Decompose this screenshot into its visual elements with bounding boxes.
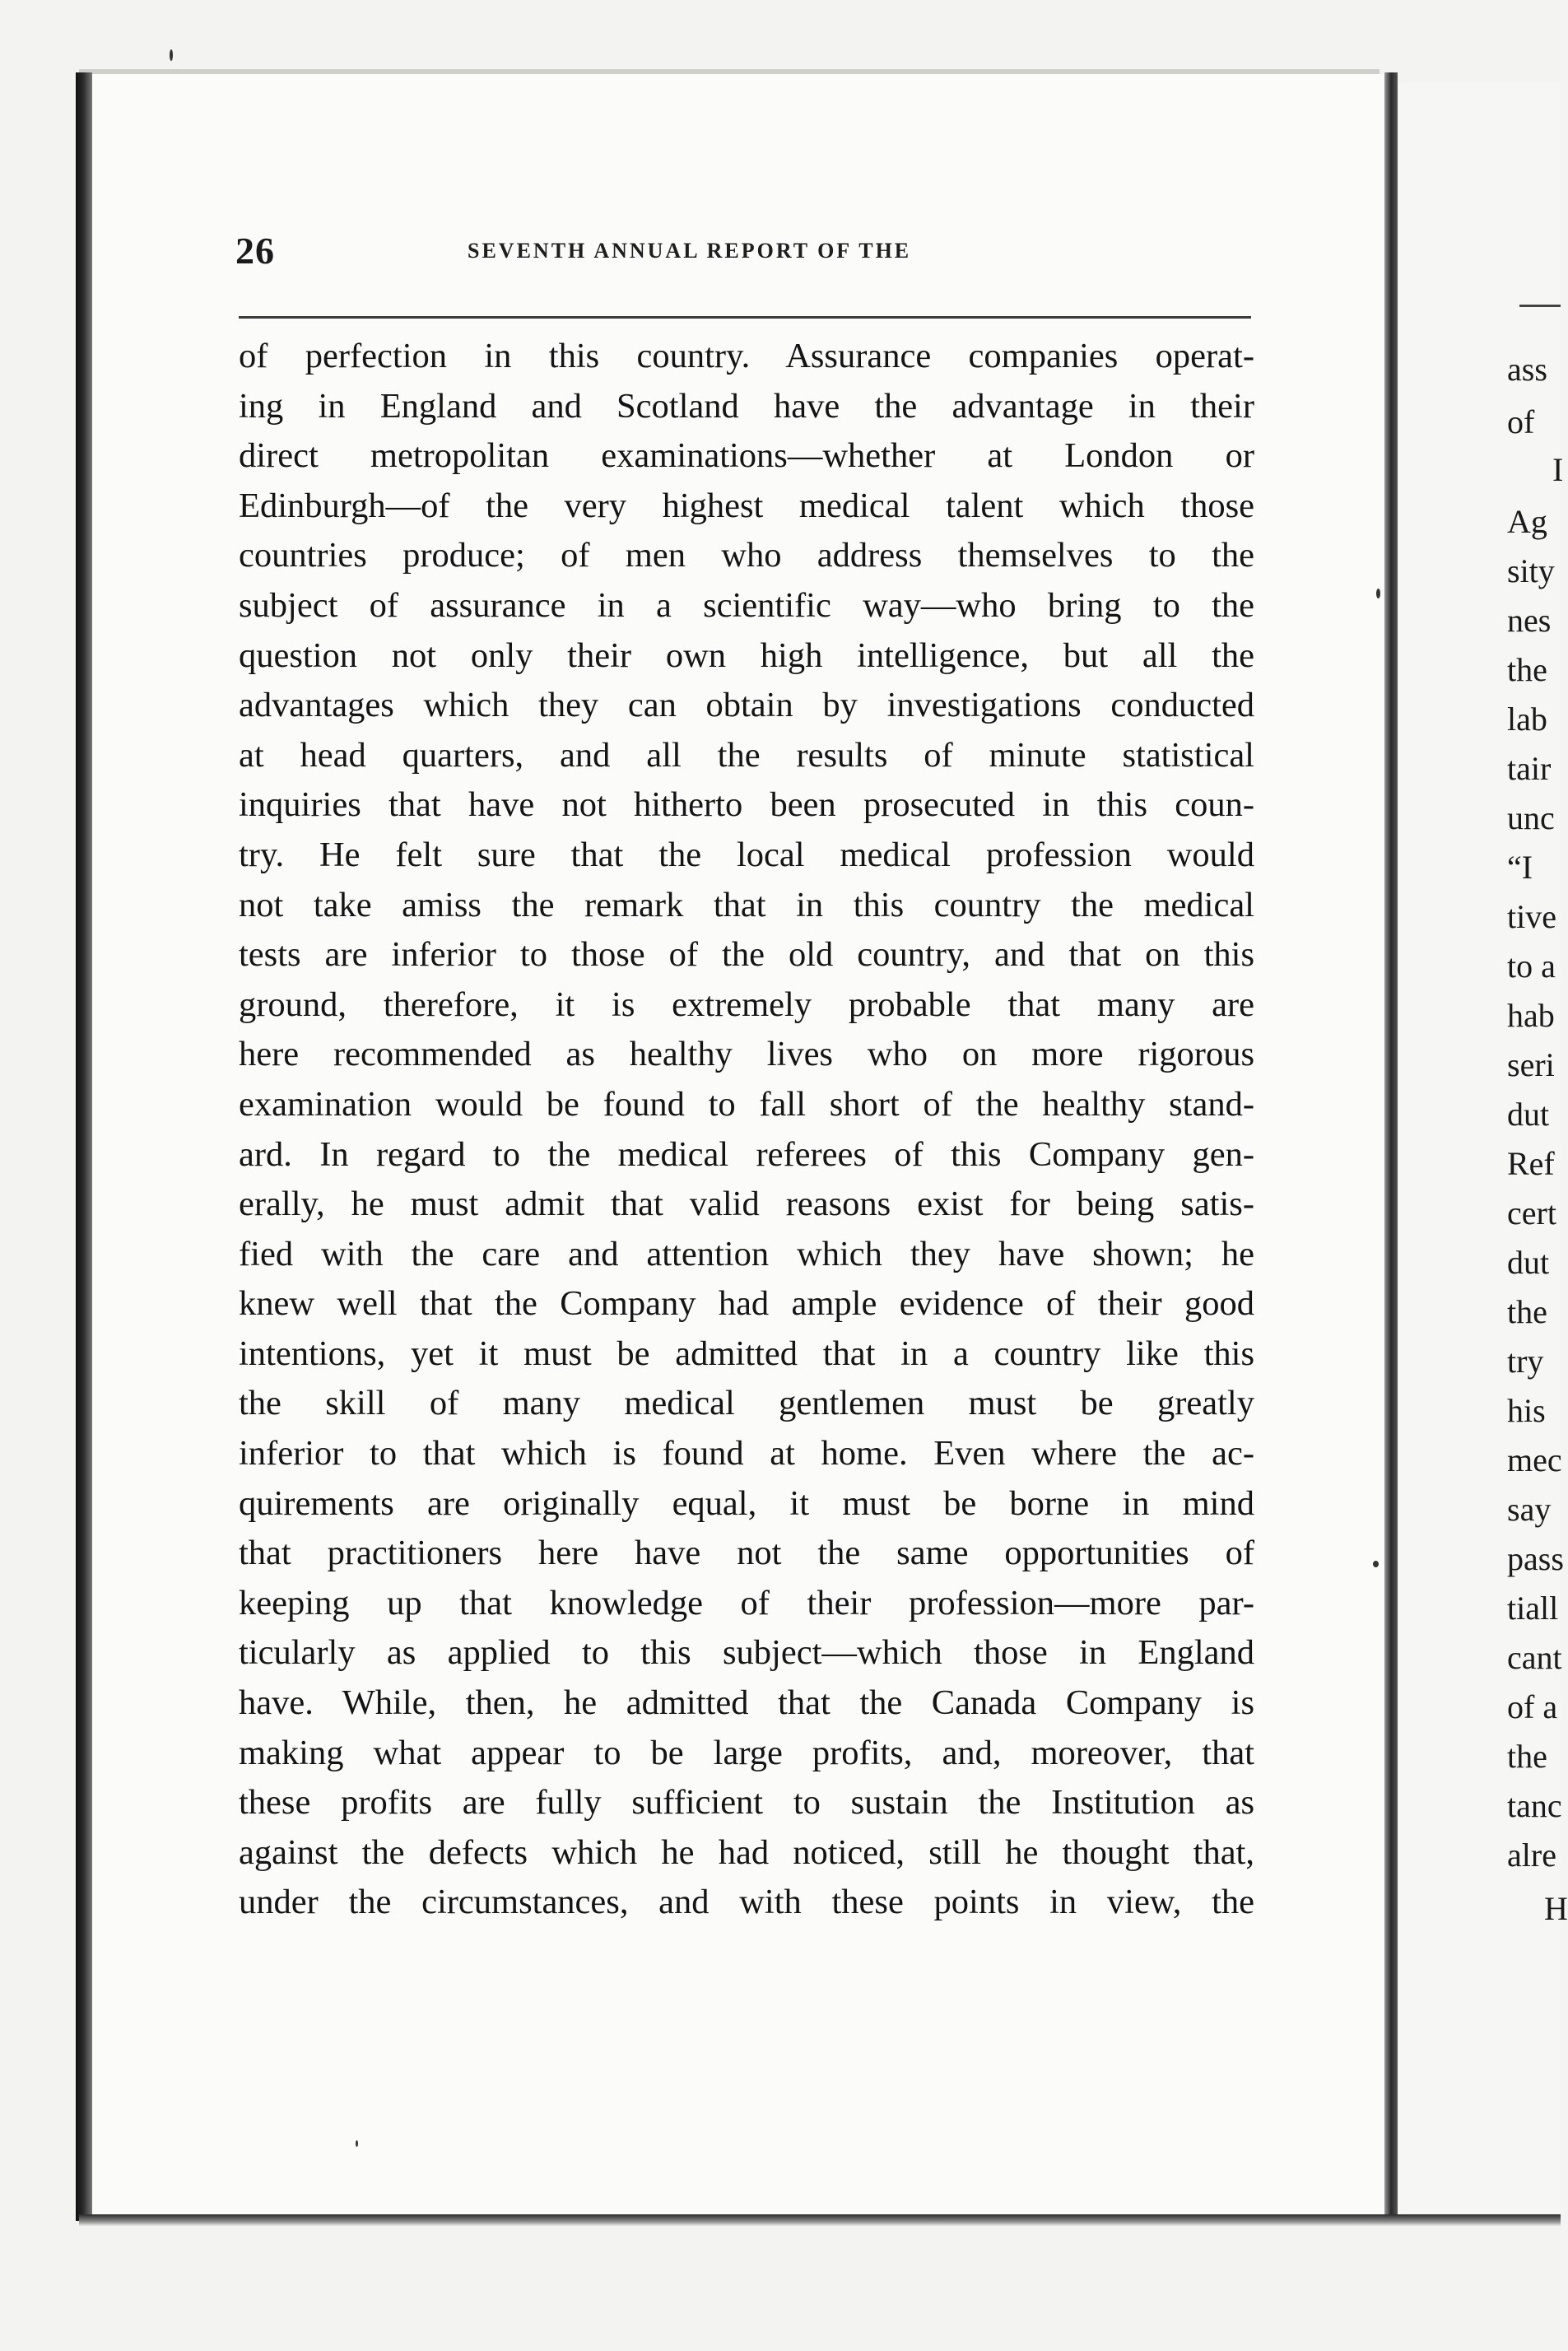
text-line: subject of assurance in a scientific way—who bring to the [239,585,1254,625]
text-line: that practitioners here have not the same opportunities of [239,1534,1254,1573]
adjacent-fragment: tiall [1507,1590,1559,1627]
adjacent-fragment: try [1507,1343,1544,1380]
text-line: question not only their own high intelligence, but all the [239,635,1254,675]
adjacent-fragment: unc [1507,799,1555,836]
adjacent-fragment: tanc [1507,1787,1562,1824]
text-line: under the circumstances, and with these points in view, the [239,1883,1254,1922]
text-line: have. While, then, he admitted that the Canada Company is [239,1683,1254,1723]
text-line: here recommended as healthy lives who on more rigorous [239,1035,1254,1074]
adjacent-fragment: pass [1507,1540,1564,1577]
text-line: the skill of many medical gentlemen must be greatly [239,1384,1254,1423]
text-line: these profits are fully sufficient to sustain the Institution as [239,1783,1254,1823]
adjacent-fragment: the [1507,651,1547,688]
text-line: advantages which they can obtain by investigations conducted [239,686,1254,725]
adjacent-fragment: seri [1507,1046,1555,1083]
text-line: of perfection in this country. Assurance companies operat- [239,337,1254,375]
running-head: SEVENTH ANNUAL REPORT OF THE [468,239,912,263]
text-line: erally, he must admit that valid reasons exist for being satis- [239,1185,1254,1224]
scan-speck [1376,589,1380,598]
text-line: inferior to that which is found at home. Even where the ac- [239,1434,1254,1473]
adjacent-fragment: to a [1507,947,1556,985]
text-line: try. He felt sure that the local medical profession would [239,835,1254,874]
text-line: making what appear to be large profits, and, moreover, that [239,1733,1254,1772]
adjacent-fragment: the [1507,1738,1547,1775]
adjacent-fragment: the [1507,1293,1547,1330]
book-gutter [1384,72,1398,2217]
scan-speck [170,49,173,61]
text-line: keeping up that knowledge of their profession—more par- [239,1583,1254,1622]
text-line: examination would be found to fall short of the healthy stand- [239,1084,1254,1124]
page-left-shadow [76,72,92,2221]
adjacent-fragment: his [1507,1392,1546,1429]
text-line: at head quarters, and all the results of minute statistical [239,735,1254,775]
adjacent-page-rule [1519,305,1561,307]
body-text [239,332,1254,1928]
adjacent-fragment: alre [1507,1837,1556,1874]
header-rule [239,316,1251,319]
adjacent-fragment: I [1552,451,1564,488]
adjacent-fragment: Ref [1507,1145,1555,1182]
adjacent-fragment: of [1507,403,1535,440]
text-line: ground, therefore, it is extremely probable that many are [239,985,1254,1024]
adjacent-fragment: mec [1507,1441,1562,1478]
adjacent-fragment: ass [1507,351,1547,388]
page-number: 26 [235,230,275,272]
adjacent-fragment: dut [1507,1244,1550,1281]
text-line: tests are inferior to those of the old country, and that on this [239,935,1254,975]
text-line: ticularly as applied to this subject—which those in England [239,1633,1254,1673]
adjacent-fragment: cant [1507,1639,1562,1676]
text-line: against the defects which he had noticed, still he thought that, [239,1832,1254,1872]
text-line: ard. In regard to the medical referees of this Company gen- [239,1134,1254,1174]
adjacent-fragment: sity [1507,552,1555,589]
adjacent-fragment: say [1507,1491,1552,1528]
page-header [235,229,1248,278]
text-line: Edinburgh—of the very highest medical talent which those [239,486,1254,525]
adjacent-fragment: tair [1507,750,1552,787]
adjacent-fragment: hab [1507,997,1555,1034]
page-bottom-edge [79,2214,1561,2226]
text-line: knew well that the Company had ample evidence of their good [239,1284,1254,1324]
scan-speck [356,2140,358,2147]
adjacent-fragment: of a [1507,1688,1558,1725]
text-line: fied with the care and attention which they have shown; he [239,1234,1254,1273]
text-line: countries produce; of men who address themselves to the [239,536,1254,575]
text-line: quirements are originally equal, it must be borne in mind [239,1483,1254,1523]
text-line: intentions, yet it must be admitted that in a country like this [239,1334,1254,1373]
text-line: not take amiss the remark that in this country the medical [239,885,1254,924]
adjacent-fragment: lab [1507,701,1547,738]
adjacent-fragment: cert [1507,1194,1556,1231]
adjacent-fragment: Ag [1507,503,1547,540]
text-line: direct metropolitan examinations—whether at London or [239,436,1254,476]
adjacent-fragment: H [1544,1890,1568,1927]
scan-speck [1373,1561,1379,1567]
text-line: ing in England and Scotland have the advantage in their [239,386,1254,426]
adjacent-fragment: dut [1507,1096,1550,1133]
adjacent-fragment: nes [1507,602,1552,639]
text-line: inquiries that have not hitherto been prosecuted in this coun- [239,785,1254,825]
adjacent-fragment: tive [1507,898,1556,935]
adjacent-fragment: “I [1507,849,1533,886]
